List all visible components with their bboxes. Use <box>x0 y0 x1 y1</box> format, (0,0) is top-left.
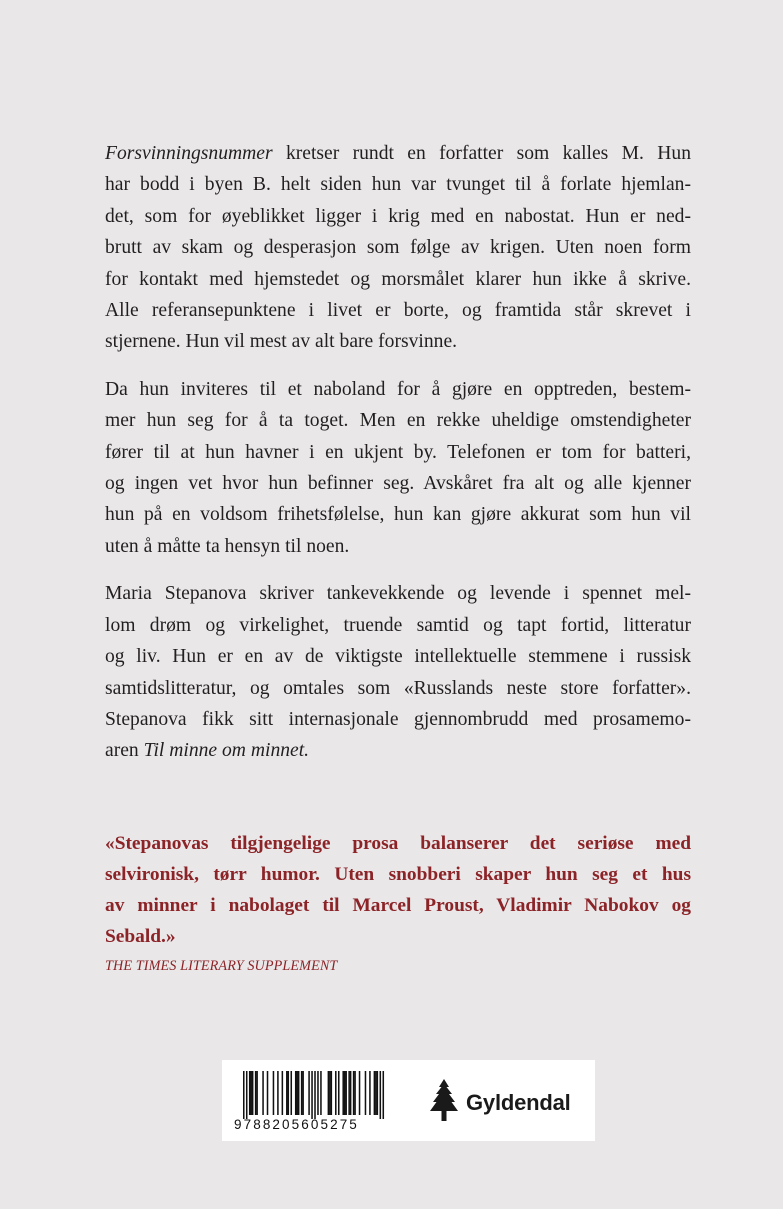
barcode-bar <box>331 1071 333 1115</box>
barcode-bar <box>243 1071 245 1119</box>
blurb-line: hun på en voldsom frihetsfølelse, hun kan gjøre akkurat som hun vil <box>105 504 691 526</box>
review-quote <box>105 828 691 952</box>
blurb-line: brutt av skam og desperasjon som følge av krigen. Uten noen form <box>105 237 691 259</box>
blurb-line: fører til at hun havner i en ukjent by. Telefonen er tom for batteri, <box>105 441 691 463</box>
barcode-bar <box>267 1071 269 1115</box>
barcode-bar <box>277 1071 279 1115</box>
barcode-bar <box>246 1071 248 1119</box>
quote-line: Sebald.» <box>105 926 176 947</box>
blurb-line: Alle referansepunktene i livet er borte, og framtida står skrevet i <box>105 300 691 322</box>
quote-line: av minner i nabolaget til Marcel Proust, Vladimir Nabokov og <box>105 895 691 916</box>
blurb-line: aren Til minne om minnet. <box>105 740 310 762</box>
barcode-bar <box>296 1071 298 1115</box>
barcode-bar <box>249 1071 251 1115</box>
book-title-italic: Forsvinningsnummer <box>105 143 273 164</box>
barcode-bar <box>250 1071 252 1115</box>
barcode-bar <box>288 1071 290 1115</box>
blurb-line: Da hun inviteres til et naboland for å gjøre en opptreden, bestem- <box>105 378 691 400</box>
barcode-bar <box>348 1071 350 1115</box>
barcode-bar <box>282 1071 284 1115</box>
blurb-line: mer hun seg for å ta toget. Men en rekke uheldige omstendigheter <box>105 410 691 432</box>
memoir-title-italic: Til minne om minnet. <box>143 740 310 762</box>
barcode-bar <box>359 1071 361 1115</box>
blurb-line: for kontakt med hjemstedet og morsmålet klarer hun ikke å skrive. <box>105 268 691 290</box>
quote-line: selvironisk, tørr humor. Uten snobberi skaper hun seg et hus <box>105 864 691 885</box>
isbn-number: 9788205605275 <box>234 1117 359 1132</box>
barcode-bar <box>344 1071 346 1115</box>
blurb-paragraph-1 <box>105 138 691 358</box>
blurb-line: og ingen vet hvor hun befinner seg. Avskåret fra alt og alle kjenner <box>105 473 691 495</box>
barcode-bar <box>377 1071 379 1115</box>
barcode-bar <box>308 1071 310 1115</box>
barcode-bar <box>273 1071 275 1115</box>
barcode-bar <box>301 1071 303 1115</box>
barcode-bar <box>252 1071 254 1115</box>
spruce-tree-icon <box>427 1079 461 1121</box>
publisher-logo-text: Gyldendal <box>466 1090 571 1115</box>
blurb-line: Maria Stepanova skriver tankevekkende og levende i spennet mel- <box>105 583 691 605</box>
barcode-bar <box>365 1071 367 1115</box>
barcode-bar <box>375 1071 377 1115</box>
blurb-line: lom drøm og virkelighet, truende samtid og tapt fortid, litteratur <box>105 614 691 636</box>
barcode-bar <box>286 1071 288 1115</box>
back-cover-blurb <box>105 138 691 767</box>
blurb-line: det, som for øyeblikket ligger i krig med en nabostat. Hun er ned- <box>105 205 691 227</box>
barcode-bar <box>383 1071 385 1119</box>
quote-line: «Stepanovas tilgjengelige prosa balanserer det seriøse med <box>105 833 691 854</box>
barcode-bar <box>369 1071 371 1115</box>
blurb-paragraph-3 <box>105 578 691 766</box>
blurb-line: har bodd i byen B. helt siden hun var tvunget til å forlate hjemlan- <box>105 174 691 196</box>
barcode-bar <box>298 1071 300 1115</box>
blurb-line: uten å måtte ta hensyn til noen. <box>105 535 350 557</box>
barcode-bar <box>320 1071 322 1115</box>
barcode-bar <box>374 1071 376 1115</box>
barcode-bar <box>302 1071 304 1115</box>
blurb-line: og liv. Hun er en av de viktigste intellektuelle stemmene i russisk <box>105 646 691 668</box>
barcode-bar <box>255 1071 257 1115</box>
barcode-bar <box>380 1071 382 1119</box>
barcode-bar <box>345 1071 347 1115</box>
blurb-line: samtidslitteratur, og omtales som «Russlands neste store forfatter». <box>105 677 691 699</box>
barcode-bar <box>262 1071 264 1115</box>
barcode-bar <box>295 1071 297 1115</box>
barcode-bar <box>256 1071 258 1115</box>
blurb-line: stjernene. Hun vil mest av alt bare forsvinne. <box>105 331 458 353</box>
barcode-bar <box>342 1071 344 1115</box>
barcode-bar <box>350 1071 352 1115</box>
barcode-bar <box>290 1071 292 1115</box>
barcode-bar <box>338 1071 340 1115</box>
blurb-line: Forsvinningsnummer kretser rundt en forfatter som kalles M. Hun <box>105 143 691 164</box>
quote-source: THE TIMES LITERARY SUPPLEMENT <box>105 958 338 974</box>
blurb-paragraph-2 <box>105 374 691 562</box>
barcode-bar <box>329 1071 331 1115</box>
barcode-publisher-box <box>222 1060 595 1141</box>
barcode-bar <box>311 1071 313 1119</box>
barcode-bar <box>328 1071 330 1115</box>
barcode-bar <box>317 1071 319 1115</box>
barcode-bar <box>353 1071 355 1115</box>
barcode-bar <box>335 1071 337 1115</box>
barcode-bar <box>354 1071 356 1115</box>
barcode-bar <box>314 1071 316 1119</box>
blurb-line: Stepanova fikk sitt internasjonale gjennombrudd med prosamemo- <box>105 708 691 730</box>
